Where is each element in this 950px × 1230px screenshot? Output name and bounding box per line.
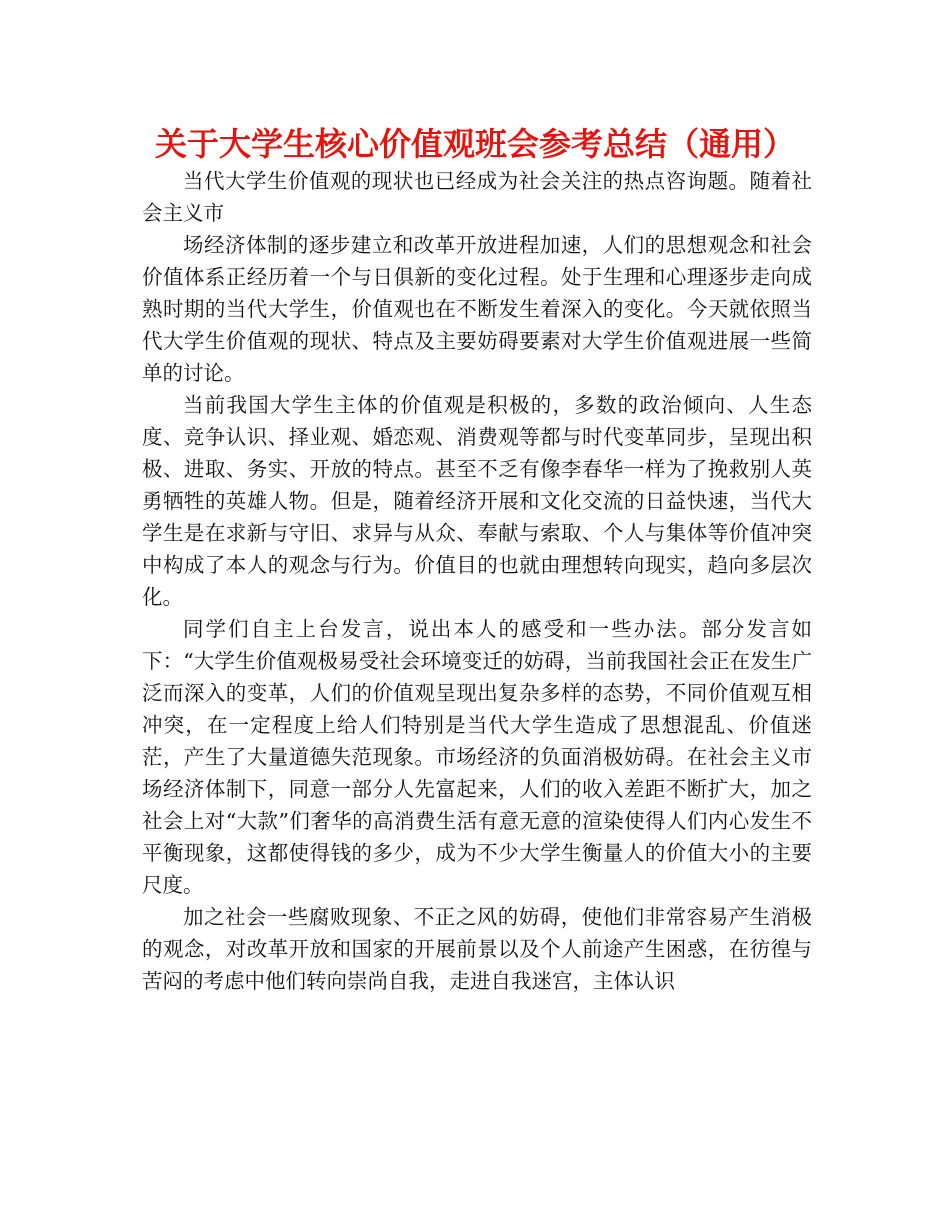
document-body — [142, 165, 812, 997]
paragraph-2: 场经济体制的逐步建立和改革开放进程加速，人们的思想观念和社会价值体系正经历着一个与日俱新的变化过程。处于生理和心理逐步走向成熟时期的当代大学生，价值观也在不断发生着深入的变化。今天就依照当代大学生价值观的现状、特点及主要妨碍要素对大学生价值观进展一些简单的讨论。 — [142, 233, 812, 385]
paragraph-4: 同学们自主上台发言，说出本人的感受和一些办法。部分发言如下：“大学生价值观极易受社会环境变迁的妨碍，当前我国社会正在发生广泛而深入的变革，人们的价值观呈现出复杂多样的态势，不同价值观互相冲突，在一定程度上给人们特别是当代大学生造成了思想混乱、价值迷茫，产生了大量道德失范现象。市场经济的负面消极妨碍。在社会主义市场经济体制下，同意一部分人先富起来，人们的收入差距不断扩大，加之社会上对“大款”们奢华的高消费生活有意无意的渲染使得人们内心发生不平衡现象，这都使得钱的多少，成为不少大学生衡量人的价值大小的主要尺度。 — [142, 617, 812, 897]
paragraph-1: 当代大学生价值观的现状也已经成为社会关注的热点咨询题。随着社会主义市 — [142, 169, 812, 225]
document-title: 关于大学生核心价值观班会参考总结（通用） — [154, 125, 795, 163]
paragraph-3: 当前我国大学生主体的价值观是积极的，多数的政治倾向、人生态度、竞争认识、择业观、婚恋观、消费观等都与时代变革同步，呈现出积极、进取、务实、开放的特点。甚至不乏有像李春华一样为了挽救别人英勇牺牲的英雄人物。但是，随着经济开展和文化交流的日益快速，当代大学生是在求新与守旧、求异与从众、奉献与索取、个人与集体等价值冲突中构成了本人的观念与行为。价值目的也就由理想转向现实，趋向多层次化。 — [142, 393, 812, 609]
paragraph-5: 加之社会一些腐败现象、不正之风的妨碍，使他们非常容易产生消极的观念，对改革开放和国家的开展前景以及个人前途产生困惑，在彷徨与苦闷的考虑中他们转向崇尚自我，走进自我迷宫，主体认识 — [142, 905, 812, 993]
